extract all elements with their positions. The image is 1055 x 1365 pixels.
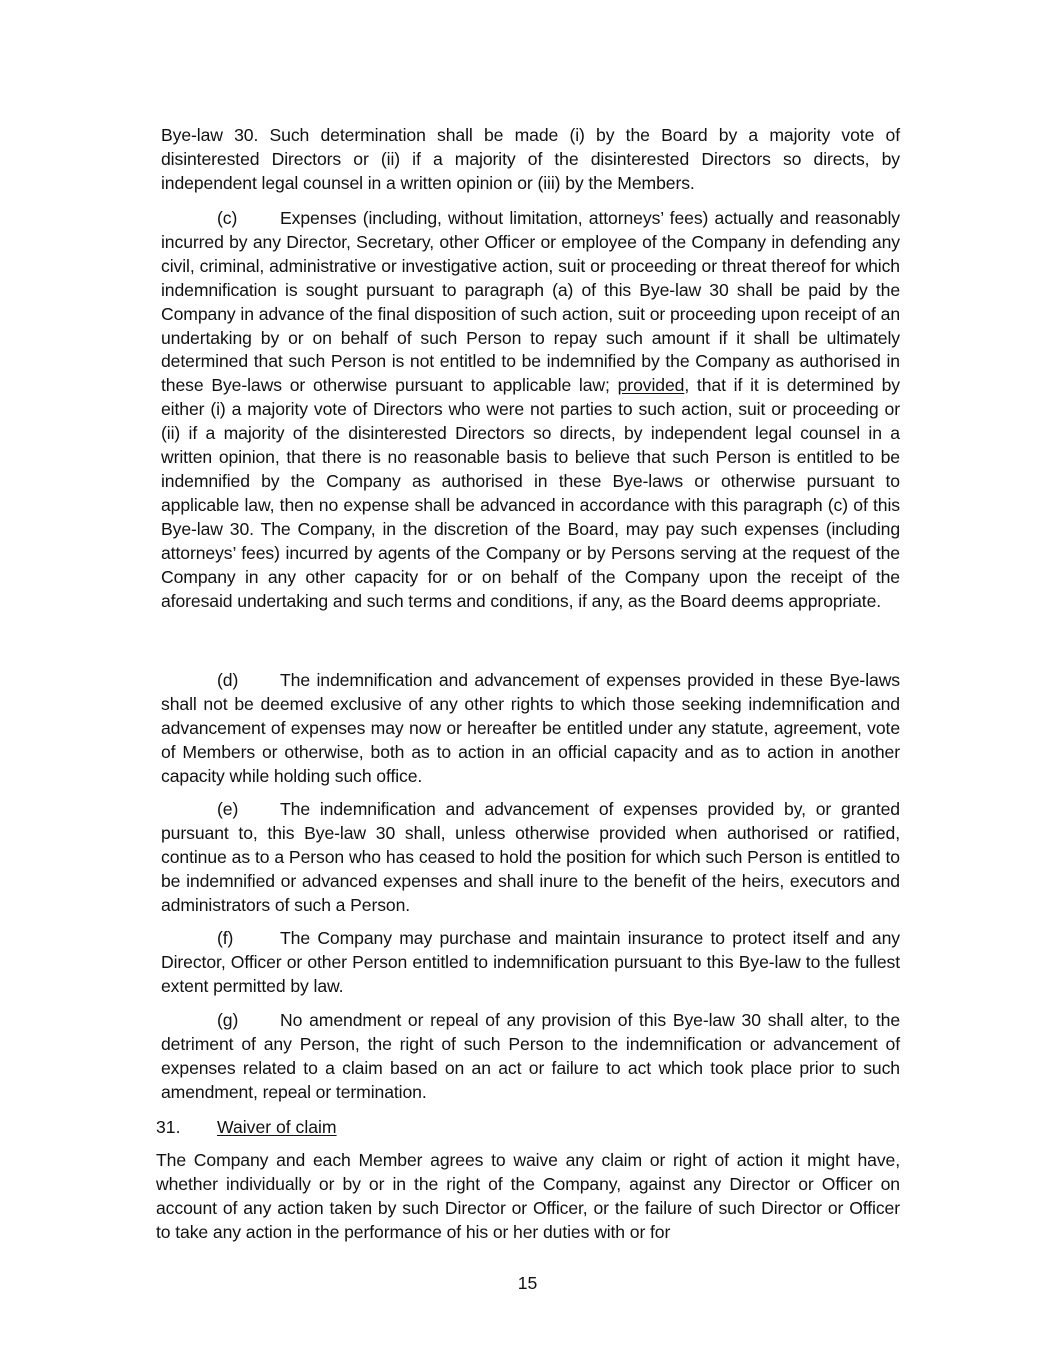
paragraph-c-text-before: Expenses (including, without limitation, attorneys’ fees) actually and reasonably incurred by any Director, Secretary, other Officer or employee of the Company in defending any civil, criminal, administrative or investigative action, suit or proceeding or threat thereof for which indemnification is sought pursuant to paragraph (a) of this Bye-law 30 shall be paid by the Company in advance of the final disposition of such action, suit or proceeding upon receipt of an undertaking by or on behalf of such Person to repay such amount if it shall be ultimately determined that such Person is not entitled to be indemnified by the Company as authorised in these Bye-laws or otherwise pursuant to applicable law; — [161, 208, 900, 396]
paragraph-e-label: (e) — [217, 799, 239, 819]
section-31-title: Waiver of claim — [217, 1117, 337, 1137]
paragraph-c-text-after: , that if it is determined by either (i) a majority vote of Directors who were not parties to such action, suit or proceeding or (ii) if a majority of the disinterested Directors so directs, by independent legal counsel in a written opinion, that there is no reasonable basis to believe that such Person is entitled to be indemnified by the Company as authorised in these Bye-laws or otherwise pursuant to applicable law, then no expense shall be advanced in accordance with this paragraph (c) of this Bye-law 30. The Company, in the discretion of the Board, may pay such expenses (including attorneys’ fees) incurred by agents of the Company or by Persons serving at the request of the Company in any other capacity for or on behalf of the Company upon the receipt of the aforesaid undertaking and such terms and conditions, if any, as the Board deems appropriate. — [161, 375, 900, 611]
paragraph-e — [161, 798, 900, 918]
page-number: 15 — [517, 1273, 538, 1293]
paragraph-d — [161, 669, 900, 789]
paragraph-g-text: No amendment or repeal of any provision of this Bye-law 30 shall alter, to the detriment of any Person, the right of such Person to the indemnification or advancement of expenses related to a claim based on an act or failure to act which took place prior to such amendment, repeal or termination. — [161, 1010, 900, 1102]
intro-text: Bye-law 30. Such determination shall be made (i) by the Board by a majority vote of disinterested Directors or (ii) if a majority of the disinterested Directors so directs, by independent legal counsel in a written opinion or (iii) by the Members. — [161, 125, 900, 193]
paragraph-f-text: The Company may purchase and maintain insurance to protect itself and any Director, Officer or other Person entitled to indemnification pursuant to this Bye-law to the fullest extent permitted by law. — [161, 928, 900, 996]
paragraph-g — [161, 1009, 900, 1105]
section-31-text: The Company and each Member agrees to waive any claim or right of action it might have, whether individually or by or in the right of the Company, against any Director or Officer on account of any action taken by such Director or Officer, or the failure of such Director or Officer to take any action in the performance of his or her duties with or for — [156, 1150, 900, 1242]
paragraph-d-label: (d) — [217, 670, 239, 690]
paragraph-c-label: (c) — [217, 208, 238, 228]
paragraph-f-label: (f) — [217, 928, 234, 948]
section-31-heading — [156, 1115, 337, 1139]
paragraph-g-label: (g) — [217, 1010, 239, 1030]
section-31-paragraph — [156, 1149, 900, 1245]
provided-underlined-term: provided — [617, 375, 685, 396]
intro-paragraph — [161, 124, 900, 196]
paragraph-f — [161, 927, 900, 999]
paragraph-d-text: The indemnification and advancement of expenses provided in these Bye-laws shall not be deemed exclusive of any other rights to which those seeking indemnification and advancement of expenses may now or hereafter be entitled under any statute, agreement, vote of Members or otherwise, both as to action in an official capacity and as to action in another capacity while holding such office. — [161, 670, 900, 786]
paragraph-e-text: The indemnification and advancement of expenses provided by, or granted pursuant to, this Bye-law 30 shall, unless otherwise provided when authorised or ratified, continue as to a Person who has ceased to hold the position for which such Person is entitled to be indemnified or advanced expenses and shall inure to the benefit of the heirs, executors and administrators of such a Person. — [161, 799, 900, 915]
paragraph-c — [161, 207, 900, 613]
section-31-number: 31. — [156, 1117, 181, 1137]
